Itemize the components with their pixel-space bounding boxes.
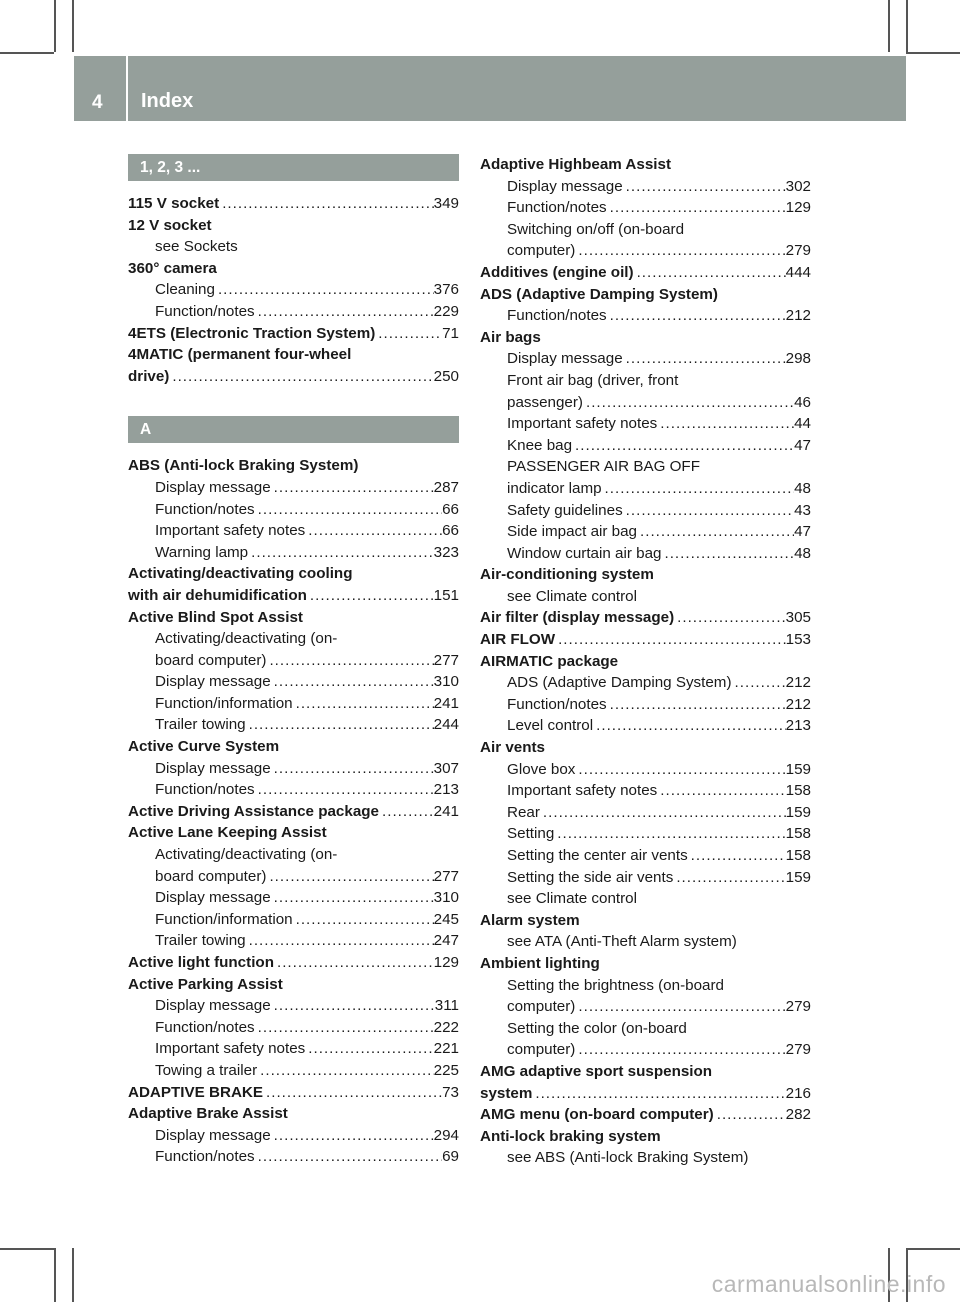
- page-reference: 241: [433, 694, 459, 712]
- page-reference: 310: [433, 889, 459, 907]
- page-reference: 44: [794, 415, 811, 433]
- dot-leader: [305, 1038, 433, 1060]
- index-subentry: [480, 305, 811, 327]
- index-subentry: Activating/deactivating (on-: [155, 846, 338, 864]
- dot-leader: [623, 348, 786, 370]
- dot-leader: [255, 301, 434, 323]
- dot-leader: [246, 930, 434, 952]
- index-subentry: [480, 435, 811, 457]
- dot-leader: [255, 499, 442, 521]
- index-entry: Active Blind Spot Assist: [128, 608, 303, 626]
- page-reference: 323: [433, 543, 459, 561]
- page-reference: 47: [794, 436, 811, 454]
- index-entry: 4MATIC (permanent four-wheel: [128, 346, 352, 364]
- dot-leader: [575, 759, 785, 781]
- index-subentry: [480, 759, 811, 781]
- index-entry: [480, 262, 811, 284]
- dot-leader: [246, 714, 434, 736]
- index-subentry: [128, 758, 459, 780]
- index-subentry: [480, 672, 811, 694]
- page-reference: 129: [433, 954, 459, 971]
- page-reference: 245: [433, 910, 459, 928]
- page-reference: 302: [785, 177, 811, 195]
- index-subentry: [480, 802, 811, 824]
- dot-leader: [532, 1083, 785, 1105]
- index-entry: AMG adaptive sport suspension: [480, 1062, 713, 1080]
- index-subentry: Activating/deactivating (on-: [155, 630, 338, 648]
- index-subentry: [480, 348, 811, 370]
- index-subentry-label: Trailer towing: [155, 716, 246, 734]
- index-subentry: Switching on/off (on-board: [507, 220, 685, 238]
- dot-leader: [732, 672, 786, 694]
- index-entry: [128, 952, 459, 974]
- page-reference: 48: [794, 544, 811, 562]
- dot-leader: [305, 520, 442, 542]
- page-reference: 158: [785, 782, 811, 800]
- dot-leader: [555, 629, 786, 651]
- index-subentry-label: Function/notes: [155, 500, 255, 518]
- index-entry: Adaptive Brake Assist: [128, 1105, 288, 1123]
- crop-mark: [0, 1248, 54, 1250]
- dot-leader: [554, 823, 785, 845]
- index-subentry: [128, 693, 459, 715]
- index-subentry-label: Important safety notes: [507, 415, 658, 433]
- page-reference: 310: [433, 673, 459, 691]
- dot-leader: [215, 279, 434, 301]
- index-subentry: [480, 240, 811, 262]
- index-entry-label: ADAPTIVE BRAKE: [128, 1083, 264, 1101]
- page-reference: 444: [785, 263, 811, 281]
- dot-leader: [607, 694, 786, 716]
- page-reference: 279: [785, 242, 811, 260]
- index-subentry-label: Important safety notes: [507, 782, 658, 800]
- page-reference: 212: [785, 674, 811, 692]
- index-subentry-label: board computer): [155, 651, 267, 669]
- page-number: 4: [92, 92, 103, 113]
- dot-leader: [271, 758, 434, 780]
- dot-leader: [307, 585, 434, 607]
- index-subentry: [128, 279, 459, 301]
- page-reference: 129: [785, 199, 811, 217]
- index-entry: Adaptive Highbeam Assist: [480, 156, 672, 173]
- header-divider: [126, 56, 128, 121]
- index-entry: [128, 193, 459, 215]
- page-reference: 282: [785, 1106, 811, 1124]
- index-subentry: [128, 1146, 459, 1168]
- dot-leader: [375, 323, 442, 345]
- index-subentry-label: Display message: [155, 478, 271, 496]
- crop-mark: [888, 0, 890, 52]
- page-reference: 250: [433, 367, 459, 385]
- page-reference: 153: [785, 631, 811, 649]
- index-subentry-label: Function/notes: [155, 781, 255, 799]
- index-subentry: see ABS (Anti-lock Braking System): [507, 1149, 749, 1167]
- page-reference: 311: [434, 997, 459, 1015]
- index-subentry-label: Function/information: [155, 694, 293, 712]
- dot-leader: [575, 996, 785, 1018]
- dot-leader: [634, 262, 786, 284]
- index-subentry-label: Setting the side air vents: [507, 868, 674, 886]
- page-reference: 376: [433, 281, 459, 299]
- index-entry: [128, 366, 459, 388]
- dot-leader: [379, 801, 434, 823]
- page-reference: 229: [433, 302, 459, 320]
- dot-leader: [255, 1146, 442, 1168]
- index-subentry: [128, 301, 459, 323]
- dot-leader: [274, 952, 434, 974]
- index-subentry: see Sockets: [155, 238, 238, 256]
- index-subentry: [128, 930, 459, 952]
- page-reference: 66: [442, 522, 459, 540]
- page-reference: 151: [433, 586, 459, 604]
- index-subentry-label: Display message: [155, 759, 271, 777]
- page-reference: 222: [433, 1018, 459, 1036]
- index-entry: [128, 323, 459, 345]
- dot-leader: [540, 802, 786, 824]
- dot-leader: [623, 176, 786, 198]
- page-reference: 307: [433, 759, 459, 777]
- dot-leader: [688, 845, 786, 867]
- page-reference: 46: [794, 393, 811, 411]
- index-subentry: [128, 909, 459, 931]
- index-entry: [480, 607, 811, 629]
- page-reference: 48: [794, 479, 811, 497]
- dot-leader: [263, 1082, 442, 1104]
- index-entry: Air vents: [480, 739, 545, 757]
- index-subentry-label: indicator lamp: [507, 479, 602, 497]
- index-list-right: [480, 154, 811, 1169]
- page-reference: 73: [442, 1083, 459, 1101]
- index-entry-label: Active light function: [128, 954, 274, 971]
- index-entry-label: Additives (engine oil): [480, 263, 634, 281]
- index-subentry: [128, 1125, 459, 1147]
- index-entry-label: Air filter (display message): [480, 609, 675, 627]
- index-subentry: [480, 197, 811, 219]
- dot-leader: [255, 779, 434, 801]
- index-subentry: Setting the brightness (on-board: [507, 976, 724, 994]
- index-subentry-label: Knee bag: [507, 436, 573, 454]
- dot-leader: [293, 909, 434, 931]
- page-reference: 69: [442, 1148, 459, 1166]
- index-entry-label: Active Driving Assistance package: [128, 802, 379, 820]
- page-reference: 298: [785, 350, 811, 368]
- page-reference: 241: [433, 802, 459, 820]
- index-entry: AIRMATIC package: [480, 652, 619, 670]
- index-subentry: [128, 499, 459, 521]
- crop-mark: [0, 52, 54, 54]
- index-entry: [128, 585, 459, 607]
- header-band: [74, 56, 906, 121]
- index-subentry: PASSENGER AIR BAG OFF: [507, 458, 700, 476]
- crop-mark: [72, 1248, 74, 1302]
- index-subentry-label: computer): [507, 242, 576, 260]
- index-subentry-label: Safety guidelines: [507, 501, 623, 519]
- dot-leader: [575, 1039, 785, 1061]
- page-reference: 43: [794, 501, 811, 519]
- index-subentry: Front air bag (driver, front: [507, 371, 679, 389]
- index-subentry-label: Important safety notes: [155, 1040, 306, 1058]
- dot-leader: [271, 477, 434, 499]
- crop-mark: [54, 1248, 56, 1302]
- dot-leader: [266, 650, 433, 672]
- index-entry-label: system: [480, 1084, 533, 1102]
- dot-leader: [673, 867, 785, 889]
- page-reference: 159: [785, 760, 811, 778]
- dot-leader: [583, 392, 794, 414]
- index-subentry-label: Display message: [155, 889, 271, 907]
- dot-leader: [637, 521, 794, 543]
- index-subentry-label: Display message: [507, 350, 623, 368]
- index-subentry: [480, 694, 811, 716]
- index-entry: ABS (Anti-lock Braking System): [128, 457, 359, 475]
- dot-leader: [572, 435, 794, 457]
- index-entry: [128, 1082, 459, 1104]
- index-subentry-label: Function/notes: [507, 695, 607, 713]
- index-subentry: [128, 542, 459, 564]
- dot-leader: [248, 542, 434, 564]
- index-entry: Active Curve System: [128, 738, 280, 756]
- index-subentry: [128, 671, 459, 693]
- index-entry: ADS (Adaptive Damping System): [480, 285, 718, 303]
- index-subentry: [128, 1017, 459, 1039]
- dot-leader: [575, 240, 785, 262]
- crop-mark: [72, 0, 74, 52]
- page-reference: 287: [433, 478, 459, 496]
- index-subentry: [480, 780, 811, 802]
- index-subentry-label: Cleaning: [155, 281, 215, 299]
- index-subentry-label: Display message: [155, 673, 271, 691]
- dot-leader: [169, 366, 433, 388]
- dot-leader: [607, 197, 786, 219]
- dot-leader: [271, 995, 435, 1017]
- index-subentry: [480, 845, 811, 867]
- index-entry-label: with air dehumidification: [128, 586, 307, 604]
- index-subentry-label: Window curtain air bag: [507, 544, 662, 562]
- dot-leader: [293, 693, 434, 715]
- crop-mark: [906, 0, 908, 52]
- index-subentry: [480, 392, 811, 414]
- crop-mark: [906, 52, 960, 54]
- dot-leader: [271, 1125, 434, 1147]
- index-entry: Active Lane Keeping Assist: [128, 824, 327, 842]
- index-subentry: [128, 779, 459, 801]
- dot-leader: [271, 671, 434, 693]
- index-subentry: [480, 715, 811, 737]
- page-reference: 212: [785, 307, 811, 325]
- index-subentry: [128, 995, 459, 1017]
- page-reference: 216: [785, 1084, 811, 1102]
- dot-leader: [219, 193, 433, 215]
- index-subentry: Setting the color (on-board: [507, 1019, 687, 1037]
- index-entry: Alarm system: [480, 911, 580, 929]
- index-subentry-label: Warning lamp: [155, 543, 249, 561]
- index-subentry: see Climate control: [507, 587, 637, 605]
- index-entry: [480, 629, 811, 651]
- page-reference: 247: [433, 932, 459, 950]
- dot-leader: [674, 607, 786, 629]
- dot-leader: [602, 478, 795, 500]
- page-reference: 66: [442, 500, 459, 518]
- index-entry-label: 115 V socket: [128, 195, 220, 212]
- index-entry: Air bags: [480, 328, 541, 346]
- page-reference: 225: [433, 1061, 459, 1079]
- index-subentry-label: ADS (Adaptive Damping System): [507, 674, 732, 692]
- index-subentry-label: computer): [507, 1041, 576, 1059]
- page-reference: 212: [785, 695, 811, 713]
- page-reference: 221: [433, 1040, 459, 1058]
- index-subentry: [128, 866, 459, 888]
- dot-leader: [257, 1060, 434, 1082]
- index-subentry: [480, 1039, 811, 1061]
- page-title: Index: [141, 90, 194, 112]
- page-reference: 349: [433, 195, 459, 212]
- index-entry: 360° camera: [128, 259, 217, 277]
- page-reference: 277: [433, 867, 459, 885]
- index-subentry-label: Setting the center air vents: [507, 847, 688, 864]
- index-subentry-label: Display message: [155, 997, 271, 1015]
- index-column-left: [128, 154, 459, 1168]
- index-entry: Activating/deactivating cooling: [128, 565, 353, 583]
- page-reference: 159: [785, 803, 811, 821]
- index-subentry-label: Rear: [507, 803, 540, 821]
- index-subentry: [480, 543, 811, 565]
- page-reference: 244: [433, 716, 459, 734]
- page-reference: 47: [794, 523, 811, 541]
- index-subentry: see ATA (Anti-Theft Alarm system): [507, 933, 737, 951]
- index-entry: [128, 801, 459, 823]
- index-subentry-label: Side impact air bag: [507, 523, 638, 541]
- index-subentry-label: Function/notes: [155, 302, 255, 320]
- index-subentry: [480, 521, 811, 543]
- index-subentry: [128, 1060, 459, 1082]
- dot-leader: [266, 866, 433, 888]
- index-subentry: [128, 887, 459, 909]
- index-subentry: [128, 520, 459, 542]
- dot-leader: [607, 305, 786, 327]
- section-heading-a: A: [128, 416, 459, 443]
- dot-leader: [623, 500, 794, 522]
- watermark: carmanualsonline.info: [711, 1271, 946, 1297]
- index-entry-label: 4ETS (Electronic Traction System): [128, 324, 376, 342]
- index-subentry: see Climate control: [507, 890, 637, 908]
- index-subentry: [128, 650, 459, 672]
- index-subentry-label: Display message: [155, 1126, 271, 1144]
- index-subentry-label: Towing a trailer: [155, 1061, 258, 1079]
- index-list-a: [128, 455, 459, 1168]
- index-entry: Active Parking Assist: [128, 975, 283, 993]
- index-entry-label: drive): [128, 367, 170, 385]
- index-entry: Air-conditioning system: [480, 566, 654, 584]
- index-entry: Ambient lighting: [480, 954, 600, 972]
- index-subentry-label: Setting: [507, 825, 555, 843]
- index-subentry: [480, 500, 811, 522]
- crop-mark: [54, 0, 56, 52]
- index-subentry-label: Function/notes: [155, 1018, 255, 1036]
- page-reference: 277: [433, 651, 459, 669]
- dot-leader: [271, 887, 434, 909]
- index-subentry: [480, 823, 811, 845]
- dot-leader: [657, 780, 785, 802]
- page-reference: 158: [785, 847, 811, 864]
- index-subentry-label: passenger): [507, 393, 583, 411]
- dot-leader: [255, 1017, 434, 1039]
- page-reference: 279: [785, 1041, 811, 1059]
- dot-leader: [714, 1104, 786, 1126]
- page-reference: 279: [785, 998, 811, 1016]
- index-list-numbers: [128, 193, 459, 387]
- page-reference: 158: [785, 825, 811, 843]
- index-subentry: [128, 714, 459, 736]
- page-reference: 305: [785, 609, 811, 627]
- crop-mark: [906, 1248, 960, 1250]
- page-reference: 294: [433, 1126, 459, 1144]
- index-entry-label: AMG menu (on-board computer): [480, 1106, 714, 1124]
- index-entry: Anti-lock braking system: [480, 1127, 661, 1145]
- index-entry: [480, 1083, 811, 1105]
- dot-leader: [657, 413, 794, 435]
- page-reference: 71: [442, 324, 459, 342]
- index-subentry: [480, 176, 811, 198]
- index-subentry-label: Function/notes: [155, 1148, 255, 1166]
- page-reference: 213: [433, 781, 459, 799]
- page-reference: 159: [785, 868, 811, 886]
- index-subentry: [480, 867, 811, 889]
- index-column-right: [480, 154, 811, 1169]
- index-subentry: [480, 413, 811, 435]
- index-subentry-label: Important safety notes: [155, 522, 306, 540]
- index-subentry-label: Function/notes: [507, 307, 607, 325]
- index-subentry-label: Function/notes: [507, 199, 607, 217]
- page-reference: 213: [785, 717, 811, 735]
- index-entry: 12 V socket: [128, 216, 212, 234]
- index-entry: [480, 1104, 811, 1126]
- index-entry-label: AIR FLOW: [480, 631, 556, 649]
- index-subentry-label: Level control: [507, 717, 594, 735]
- index-subentry-label: board computer): [155, 867, 267, 885]
- index-subentry-label: Trailer towing: [155, 932, 246, 950]
- index-subentry: [128, 477, 459, 499]
- dot-leader: [661, 543, 794, 565]
- index-subentry: [480, 478, 811, 500]
- index-subentry-label: Glove box: [507, 760, 576, 778]
- section-heading-numbers: 1, 2, 3 ...: [128, 154, 459, 181]
- index-subentry: [128, 1038, 459, 1060]
- index-subentry: [480, 996, 811, 1018]
- index-subentry-label: computer): [507, 998, 576, 1016]
- dot-leader: [593, 715, 786, 737]
- index-subentry-label: Function/information: [155, 910, 293, 928]
- index-subentry-label: Display message: [507, 177, 623, 195]
